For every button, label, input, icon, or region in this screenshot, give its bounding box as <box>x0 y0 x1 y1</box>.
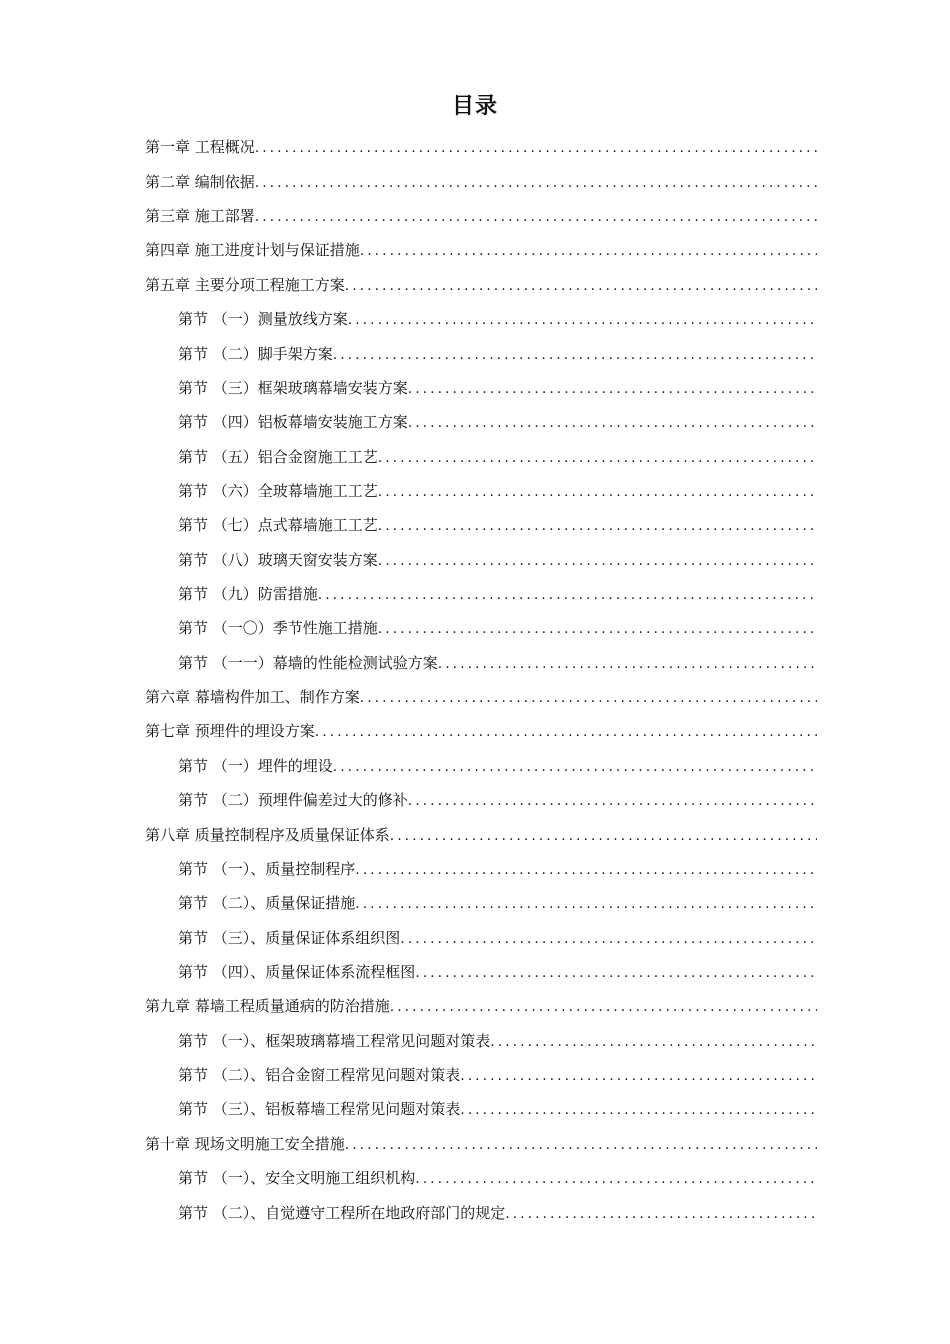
toc-entry-content <box>145 722 817 740</box>
toc-entry-content <box>178 791 817 809</box>
toc-entry-content <box>145 1135 817 1153</box>
toc-entry-label: 第节 （一）、质量控制程序 <box>178 859 356 878</box>
dot-leader <box>408 381 817 397</box>
toc-entry-content <box>178 1066 817 1084</box>
toc-section-entry[interactable] <box>0 1021 950 1055</box>
dot-leader <box>360 243 817 259</box>
toc-section-entry[interactable] <box>0 884 950 918</box>
toc-section-entry[interactable] <box>0 1193 950 1227</box>
dot-leader <box>355 896 817 912</box>
toc-entry-label: 第节 （五）铝合金窗施工工艺 <box>178 447 378 466</box>
dot-leader <box>318 587 817 603</box>
toc-section-entry[interactable] <box>0 1090 950 1124</box>
dot-leader <box>408 415 817 431</box>
toc-entry-content <box>178 757 817 775</box>
toc-section-entry[interactable] <box>0 781 950 815</box>
toc-chapter-entry[interactable] <box>0 987 950 1021</box>
toc-section-entry[interactable] <box>0 369 950 403</box>
toc-entry-content <box>145 241 817 259</box>
dot-leader <box>415 1171 817 1187</box>
toc-section-entry[interactable] <box>0 334 950 368</box>
dot-leader <box>255 175 817 191</box>
toc-entry-label: 第节 （二）、自觉遵守工程所在地政府部门的规定 <box>178 1203 506 1222</box>
toc-entry-label: 第八章 质量控制程序及质量保证体系 <box>145 825 390 844</box>
toc-entry-content <box>145 138 817 156</box>
dot-leader <box>333 347 817 363</box>
dot-leader <box>378 484 817 500</box>
toc-entry-label: 第节 （二）预埋件偏差过大的修补 <box>178 791 408 810</box>
toc-entry-content <box>178 1100 817 1118</box>
toc-entry-label: 第节 （四）铝板幕墙安装施工方案 <box>178 413 408 432</box>
toc-section-entry[interactable] <box>0 746 950 780</box>
dot-leader <box>378 518 817 534</box>
dot-leader <box>400 931 817 947</box>
toc-chapter-entry[interactable] <box>0 712 950 746</box>
toc-entry-content <box>145 173 817 191</box>
toc-entry-label: 第九章 幕墙工程质量通病的防治措施 <box>145 997 390 1016</box>
toc-entry-label: 第节 （二）、铝合金窗工程常见问题对策表 <box>178 1066 461 1085</box>
dot-leader <box>348 312 817 328</box>
dot-leader <box>490 1034 817 1050</box>
toc-entry-content <box>145 276 817 294</box>
toc-entry-content <box>178 345 817 363</box>
toc-entry-content <box>178 963 817 981</box>
toc-entry-label: 第节 （八）玻璃天窗安装方案 <box>178 550 378 569</box>
toc-entry-label: 第节 （六）全玻幕墙施工工艺 <box>178 481 378 500</box>
toc-entry-content <box>178 929 817 947</box>
toc-entry-content <box>178 448 817 466</box>
toc-entry-label: 第节 （一）、安全文明施工组织机构 <box>178 1169 416 1188</box>
toc-entry-content <box>178 379 817 397</box>
dot-leader <box>345 278 817 294</box>
toc-entry-label: 第节 （三）、质量保证体系组织图 <box>178 928 401 947</box>
toc-entry-content <box>178 551 817 569</box>
dot-leader <box>390 828 817 844</box>
dot-leader <box>355 862 817 878</box>
toc-section-entry[interactable] <box>0 437 950 471</box>
toc-entry-label: 第二章 编制依据 <box>145 172 255 191</box>
toc-entry-label: 第节 （二）、质量保证措施 <box>178 894 356 913</box>
dot-leader <box>360 690 817 706</box>
dot-leader <box>390 999 817 1015</box>
toc-chapter-entry[interactable] <box>0 162 950 196</box>
toc-section-entry[interactable] <box>0 850 950 884</box>
dot-leader <box>460 1102 817 1118</box>
toc-entry-content <box>178 860 817 878</box>
toc-entry-label: 第五章 主要分项工程施工方案 <box>145 275 345 294</box>
toc-section-entry[interactable] <box>0 1159 950 1193</box>
toc-entry-label: 第节 （一）、框架玻璃幕墙工程常见问题对策表 <box>178 1031 491 1050</box>
toc-section-entry[interactable] <box>0 403 950 437</box>
toc-section-entry[interactable] <box>0 609 950 643</box>
toc-section-entry[interactable] <box>0 472 950 506</box>
toc-entry-label: 第节 （一）测量放线方案 <box>178 310 348 329</box>
toc-entry-content <box>178 1204 817 1222</box>
dot-leader <box>378 553 817 569</box>
dot-leader <box>255 140 817 156</box>
toc-section-entry[interactable] <box>0 300 950 334</box>
page-title: 目录 <box>451 93 498 119</box>
toc-section-entry[interactable] <box>0 1056 950 1090</box>
toc-entry-label: 第六章 幕墙构件加工、制作方案 <box>145 688 360 707</box>
toc-entry-label: 第节 （四）、质量保证体系流程框图 <box>178 962 416 981</box>
toc-entry-content <box>178 516 817 534</box>
toc-section-entry[interactable] <box>0 918 950 952</box>
toc-entry-label: 第节 （一）埋件的埋设 <box>178 756 333 775</box>
toc-entry-content <box>178 482 817 500</box>
toc-entry-content <box>178 413 817 431</box>
dot-leader <box>408 793 817 809</box>
toc-entry-content <box>178 894 817 912</box>
dot-leader <box>505 1206 817 1222</box>
toc-entry-content <box>178 654 817 672</box>
dot-leader <box>378 621 817 637</box>
toc-entry-content <box>145 688 817 706</box>
dot-leader <box>315 724 817 740</box>
dot-leader <box>333 759 817 775</box>
toc-chapter-entry[interactable] <box>0 197 950 231</box>
toc-entry-label: 第节 （一一）幕墙的性能检测试验方案 <box>178 653 438 672</box>
toc-chapter-entry[interactable] <box>0 265 950 299</box>
dot-leader <box>345 1137 817 1153</box>
toc-section-entry[interactable] <box>0 643 950 677</box>
toc-section-entry[interactable] <box>0 506 950 540</box>
toc-entry-content <box>178 310 817 328</box>
toc-entry-content <box>178 585 817 603</box>
toc-entry-label: 第节 （三）、铝板幕墙工程常见问题对策表 <box>178 1100 461 1119</box>
toc-chapter-entry[interactable] <box>0 1124 950 1158</box>
toc-entry-content <box>178 1032 817 1050</box>
toc-entry-label: 第四章 施工进度计划与保证措施 <box>145 241 360 260</box>
dot-leader <box>415 965 817 981</box>
toc-entry-label: 第节 （九）防雷措施 <box>178 585 318 604</box>
toc-entry-content <box>178 619 817 637</box>
toc-chapter-entry[interactable] <box>0 678 950 712</box>
toc-chapter-entry[interactable] <box>0 128 950 162</box>
dot-leader <box>460 1068 817 1084</box>
toc-entry-label: 第一章 工程概况 <box>145 138 255 157</box>
toc-entry-content <box>178 1169 817 1187</box>
toc-list <box>0 128 950 1228</box>
toc-entry-label: 第三章 施工部署 <box>145 207 255 226</box>
toc-section-entry[interactable] <box>0 540 950 574</box>
dot-leader <box>378 450 817 466</box>
toc-entry-content <box>145 207 817 225</box>
toc-chapter-entry[interactable] <box>0 231 950 265</box>
toc-section-entry[interactable] <box>0 575 950 609</box>
toc-section-entry[interactable] <box>0 953 950 987</box>
dot-leader <box>438 656 817 672</box>
toc-entry-label: 第节 （七）点式幕墙施工工艺 <box>178 516 378 535</box>
toc-entry-label: 第节 （二）脚手架方案 <box>178 344 333 363</box>
toc-entry-label: 第七章 预埋件的埋设方案 <box>145 722 315 741</box>
toc-chapter-entry[interactable] <box>0 815 950 849</box>
dot-leader <box>255 209 817 225</box>
toc-entry-content <box>145 826 817 844</box>
toc-entry-label: 第节 （三）框架玻璃幕墙安装方案 <box>178 378 408 397</box>
toc-entry-label: 第十章 现场文明施工安全措施 <box>145 1134 345 1153</box>
toc-entry-label: 第节 （一〇）季节性施工措施 <box>178 619 378 638</box>
toc-entry-content <box>145 997 817 1015</box>
